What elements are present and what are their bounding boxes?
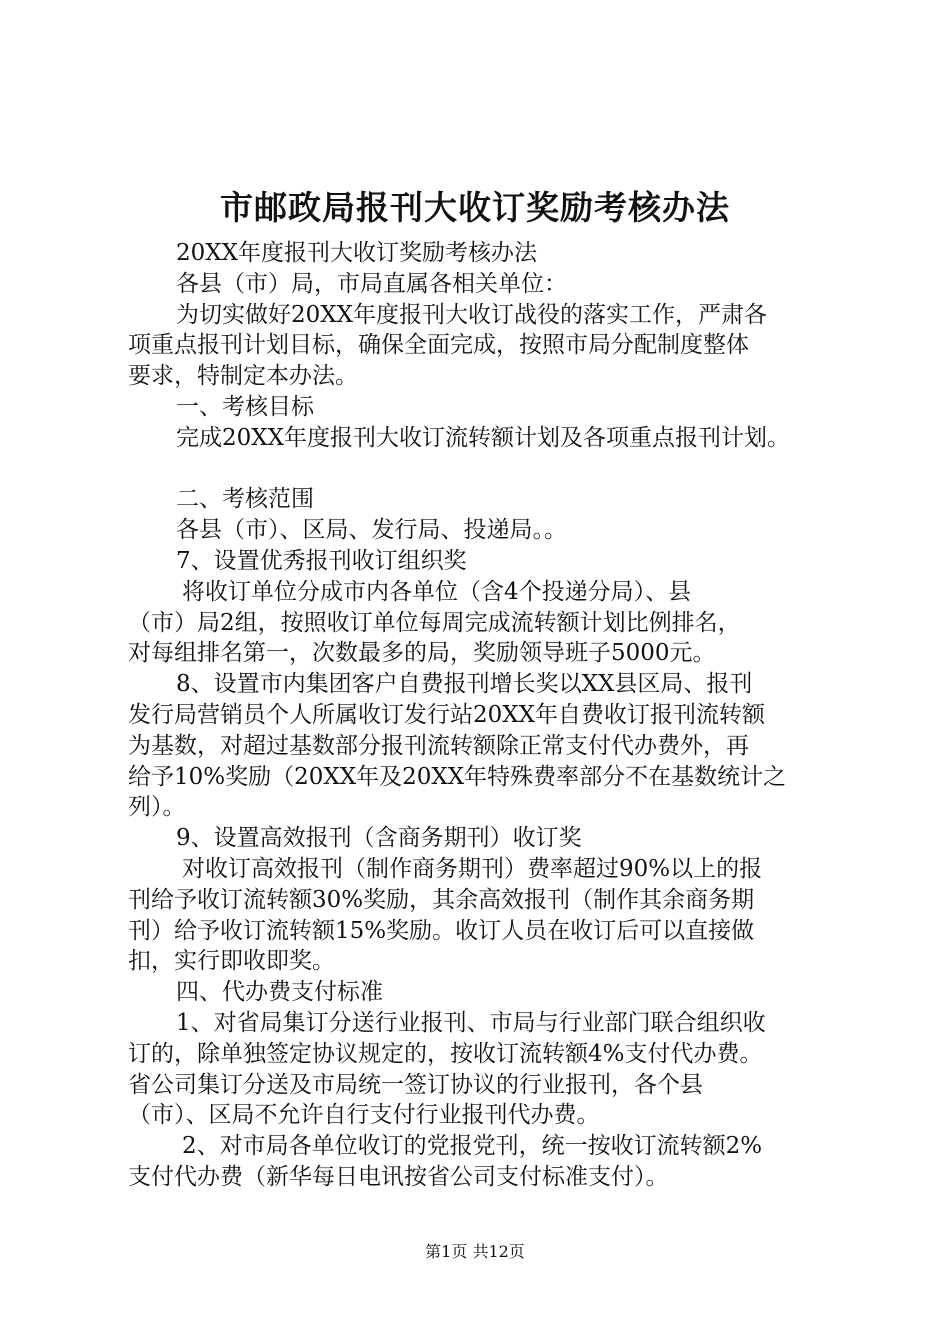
paragraph-line: 发行局营销员个人所属收订发行站20XX年自费收订报刊流转额 <box>128 701 766 728</box>
section-heading: 9、设置高效报刊（含商务期刊）收订奖 <box>176 825 582 852</box>
paragraph-line: 完成20XX年度报刊大收订流转额计划及各项重点报刊计划。 <box>176 424 791 451</box>
paragraph-line: 20XX年度报刊大收订奖励考核办法 <box>176 240 538 266</box>
paragraph-line: 刊）给予收订流转额15%奖励。收订人员在收订后可以直接做 <box>128 917 755 944</box>
paragraph-line: 支付代办费（新华每日电讯按省公司支付标准支付）。 <box>128 1163 669 1190</box>
paragraph-line: 8、设置市内集团客户自费报刊增长奖以XX县区局、报刊 <box>176 671 753 698</box>
paragraph-line: 为切实做好20XX年度报刊大收订战役的落实工作，严肃各 <box>176 301 768 328</box>
paragraph-line: 扣，实行即收即奖。 <box>128 948 335 975</box>
paragraph-line: 列）。 <box>128 794 186 821</box>
paragraph-line: 对收订高效报刊（制作商务期刊）费率超过90%以上的报 <box>182 855 763 882</box>
section-heading: 二、考核范围 <box>176 486 314 513</box>
paragraph-line: 将收订单位分成市内各单位（含4个投递分局）、县 <box>182 578 692 605</box>
paragraph-line: （市）局2组，按照收订单位每周完成流转额计划比例排名， <box>128 609 741 636</box>
paragraph-line: 要求，特制定本办法。 <box>128 363 358 390</box>
paragraph-line: 省公司集订分送及市局统一签订协议的行业报刊，各个县 <box>128 1071 703 1098</box>
paragraph-line: （市）、区局不允许自行支付行业报刊代办费。 <box>128 1102 600 1129</box>
paragraph-line: 给予10%奖励（20XX年及20XX年特殊费率部分不在基数统计之 <box>128 763 787 790</box>
paragraph-line: 订的，除单独签定协议规定的，按收订流转额4%支付代办费。 <box>128 1040 763 1067</box>
section-heading: 7、设置优秀报刊收订组织奖 <box>176 547 467 574</box>
document-title: 市邮政局报刊大收订奖励考核办法 <box>220 188 730 227</box>
section-heading: 一、考核目标 <box>176 393 314 420</box>
paragraph-line: 2、对市局各单位收订的党报党刊，统一按收订流转额2% <box>182 1133 763 1160</box>
page-footer: 第1页 共12页 <box>425 1242 525 1261</box>
paragraph-line: 1、对省局集订分送行业报刊、市局与行业部门联合组织收 <box>176 1009 766 1036</box>
paragraph-line: 对每组排名第一，次数最多的局，奖励领导班子5000元。 <box>128 640 716 667</box>
paragraph-line: 各县（市）、区局、发行局、投递局。。 <box>176 517 567 544</box>
paragraph-line: 刊给予收订流转额30%奖励，其余高效报刊（制作其余商务期 <box>128 886 755 913</box>
paragraph-line: 项重点报刊计划目标，确保全面完成，按照市局分配制度整体 <box>128 332 749 359</box>
paragraph-line: 各县（市）局，市局直属各相关单位： <box>176 270 567 297</box>
paragraph-line: 为基数，对超过基数部分报刊流转额除正常支付代办费外，再 <box>128 732 749 759</box>
section-heading: 四、代办费支付标准 <box>176 979 383 1006</box>
blank-line <box>128 454 840 485</box>
document-body <box>128 238 840 1193</box>
